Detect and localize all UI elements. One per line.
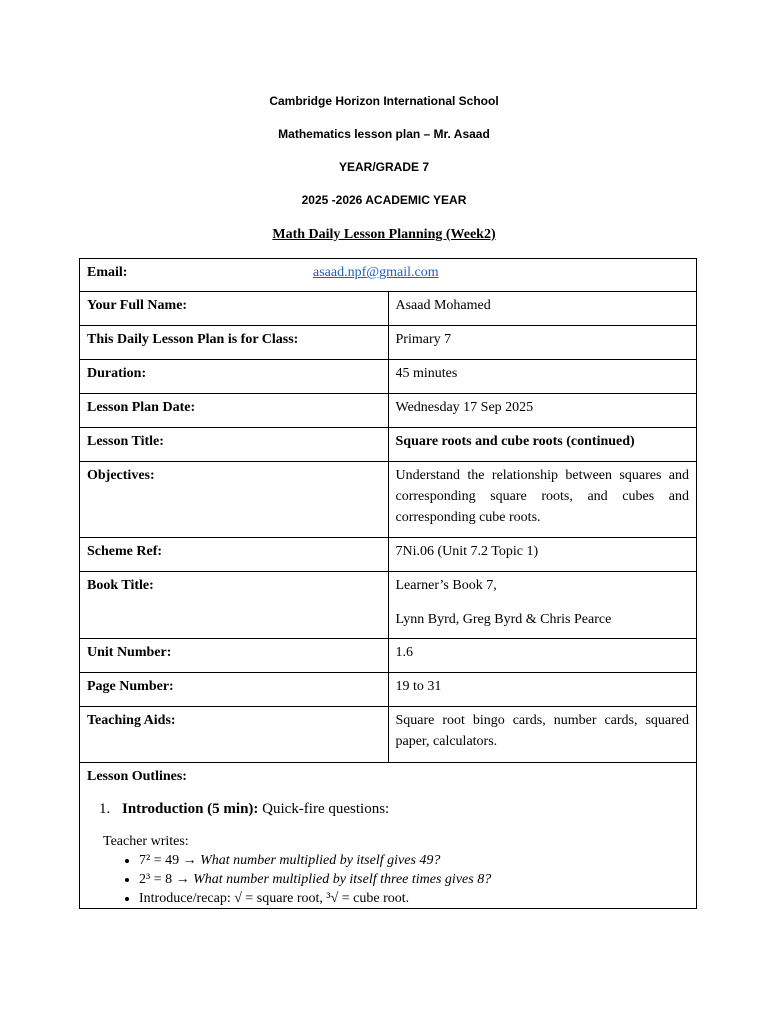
email-label: Email: (87, 265, 128, 280)
grade-label: YEAR/GRADE 7 (338, 160, 430, 174)
list-item: • Introduce/recap: √ = square root, ³√ = cube root. (139, 889, 689, 908)
row-label: Your Full Name: (80, 292, 389, 326)
row-value: Asaad Mohamed (388, 292, 697, 326)
table-row (80, 538, 697, 572)
table-row (80, 360, 697, 394)
document-title: Math Daily Lesson Planning (Week2) (272, 227, 496, 242)
row-label: Book Title: (80, 572, 389, 639)
row-value: 7Ni.06 (Unit 7.2 Topic 1) (388, 538, 697, 572)
row-label: Page Number: (80, 673, 389, 707)
row-label: Lesson Plan Date: (80, 394, 389, 428)
email-row (80, 259, 697, 292)
school-name: Cambridge Horizon International School (269, 94, 499, 108)
intro-number: 1. (99, 801, 111, 817)
row-label: Duration: (80, 360, 389, 394)
table-row (80, 394, 697, 428)
row-label: Unit Number: (80, 639, 389, 673)
row-label: Objectives: (80, 462, 389, 538)
table-row (80, 572, 697, 639)
row-label: This Daily Lesson Plan is for Class: (80, 326, 389, 360)
list-item: • 7² = 49 → What number multiplied by itself gives 49? (139, 851, 689, 870)
table-row (80, 292, 697, 326)
intro-text: Quick-fire questions: (262, 801, 390, 817)
intro-item (99, 799, 689, 819)
row-value: Wednesday 17 Sep 2025 (388, 394, 697, 428)
row-label: Teaching Aids: (80, 707, 389, 763)
lesson-title-value: Square roots and cube roots (continued) (388, 428, 697, 462)
table-row (80, 428, 697, 462)
row-value: 1.6 (388, 639, 697, 673)
teacher-writes-label: Teacher writes: (103, 834, 189, 849)
email-link[interactable]: asaad.npf@gmail.com (313, 265, 439, 280)
table-row (80, 326, 697, 360)
teaching-aids-value: Square root bingo cards, number cards, squared paper, calculators. (388, 707, 697, 763)
lesson-plan-table (79, 258, 697, 909)
row-value: Primary 7 (388, 326, 697, 360)
list-item: • 2³ = 8 → What number multiplied by itself three times gives 8? (139, 870, 689, 889)
table-row (80, 462, 697, 538)
row-label: Lesson Title: (80, 428, 389, 462)
row-label: Scheme Ref: (80, 538, 389, 572)
table-row (80, 707, 697, 763)
outline-label: Lesson Outlines: (87, 769, 187, 784)
plan-title: Mathematics lesson plan – Mr. Asaad (278, 127, 490, 141)
book-authors-line: Lynn Byrd, Greg Byrd & Chris Pearce (395, 612, 612, 627)
academic-year: 2025 -2026 ACADEMIC YEAR (301, 193, 467, 207)
book-title-line: Learner’s Book 7, (395, 578, 497, 593)
book-title-value (388, 572, 697, 639)
row-value: 19 to 31 (388, 673, 697, 707)
table-row (80, 639, 697, 673)
objectives-value: Understand the relationship between squares and corresponding square roots, and cubes and corresponding cube roots. (388, 462, 697, 538)
table-row (80, 673, 697, 707)
row-value: 45 minutes (388, 360, 697, 394)
intro-title: Introduction (5 min): (122, 801, 259, 817)
lesson-outline-row (80, 763, 697, 909)
outline-bullets (87, 851, 689, 908)
